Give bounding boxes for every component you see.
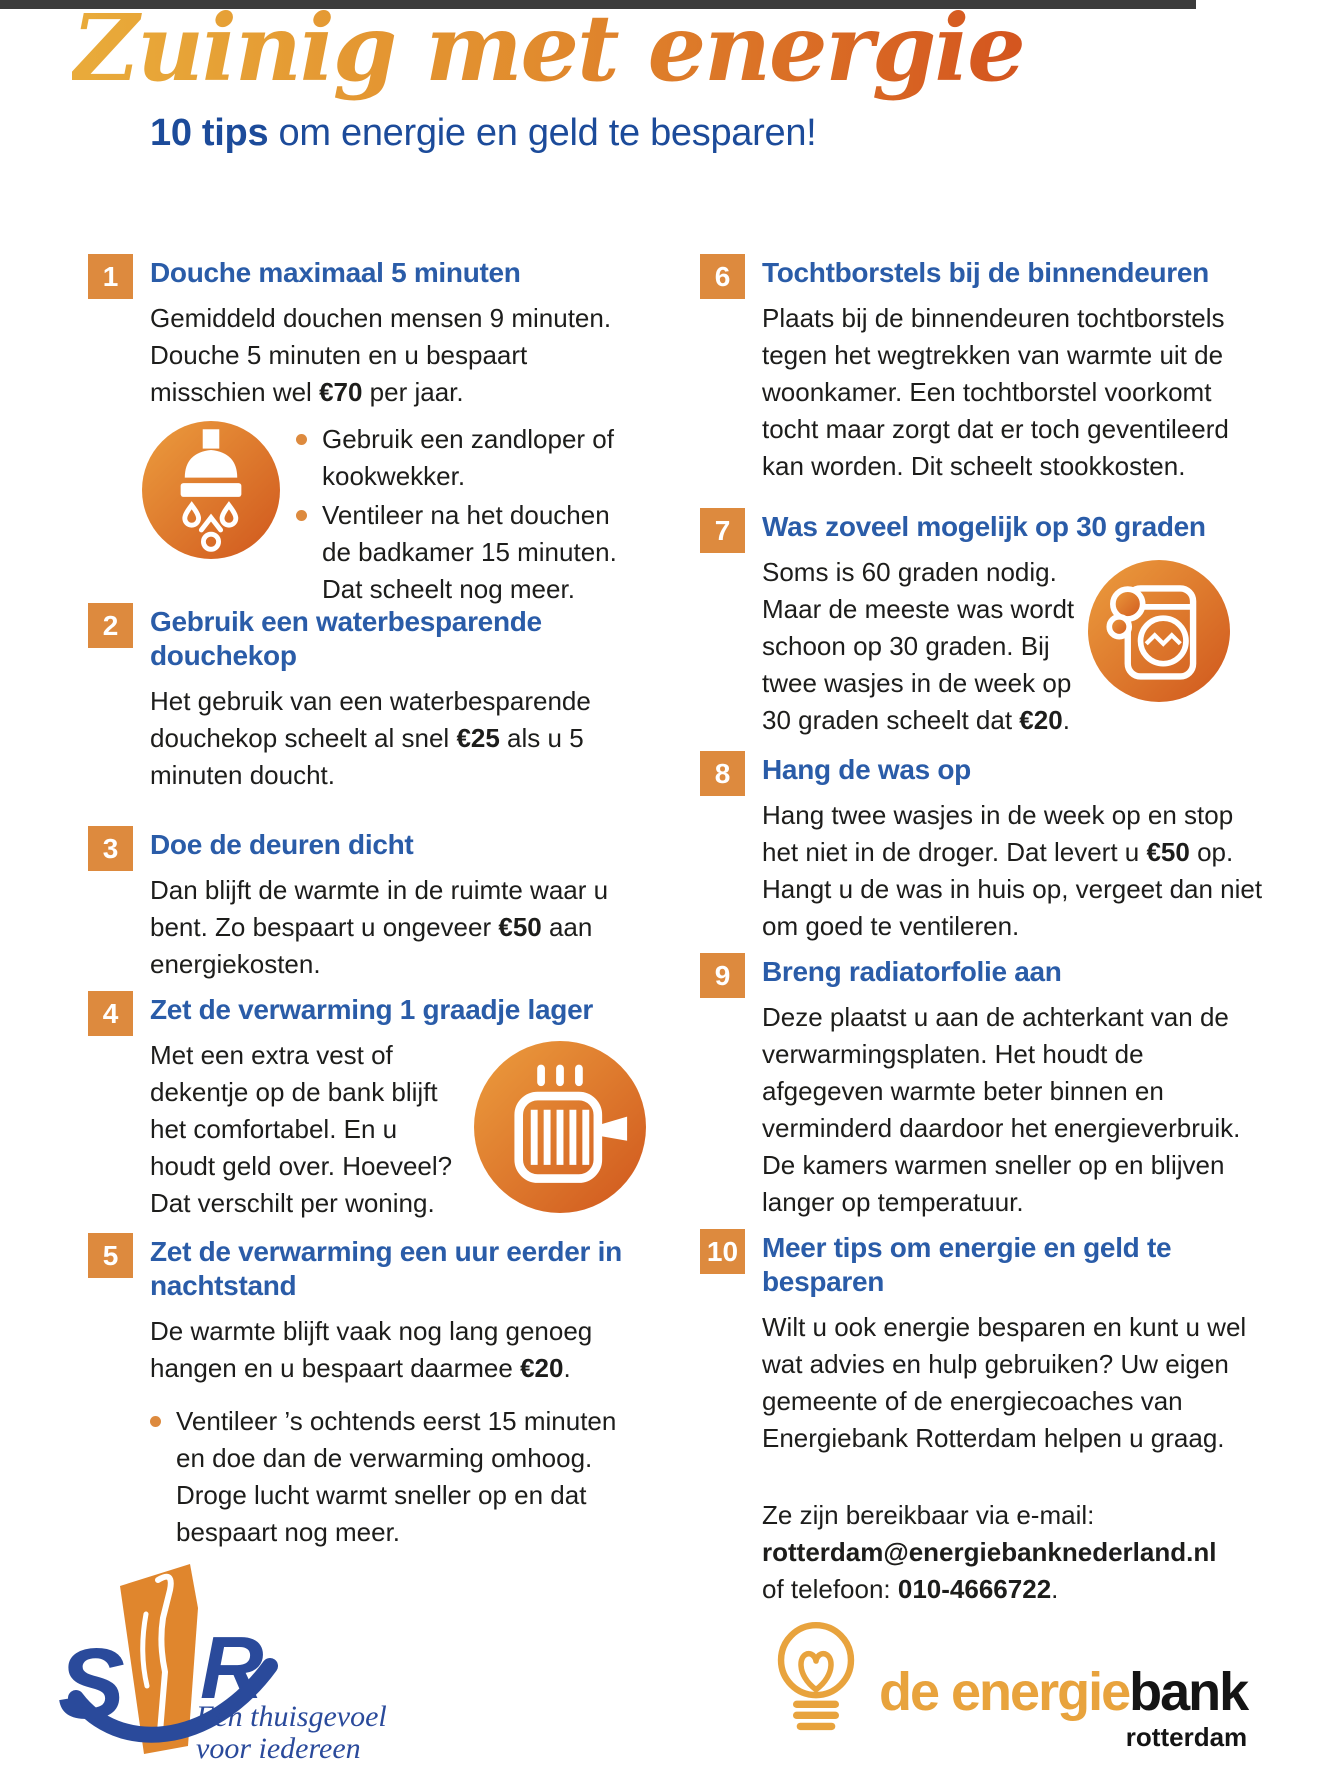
tip-2 bbox=[88, 603, 650, 794]
sor-letter-r: R bbox=[200, 1618, 264, 1717]
tip-2-amount: €25 bbox=[456, 723, 500, 753]
bullet-dot-icon bbox=[296, 510, 307, 521]
tip-2-body bbox=[150, 683, 650, 794]
tip-1-body-text-end: per jaar. bbox=[362, 377, 464, 407]
tip-1-heading: Douche maximaal 5 minuten bbox=[150, 257, 521, 288]
tip-2-body-text-end: als u 5 minuten doucht. bbox=[150, 723, 584, 790]
list-item bbox=[296, 497, 641, 608]
tip-1-amount: €70 bbox=[319, 377, 363, 407]
tip-7-amount: €20 bbox=[1019, 705, 1063, 735]
tip-1 bbox=[88, 254, 650, 608]
tip-10-heading: Meer tips om energie en geld te besparen bbox=[762, 1232, 1172, 1297]
bullet-text: Ventileer na het douchen de badkamer 15 minuten. Dat scheelt nog meer. bbox=[322, 500, 617, 604]
tip-8-body bbox=[762, 797, 1268, 945]
page-subtitle bbox=[150, 112, 816, 155]
contact-line: Ze zijn bereikbaar via e-mail: bbox=[762, 1500, 1095, 1530]
energiebank-subtext: rotterdam bbox=[1125, 1722, 1248, 1752]
tip-4 bbox=[88, 991, 650, 1222]
bullet-dot-icon bbox=[296, 434, 307, 445]
tip-7-body bbox=[762, 554, 1082, 739]
tip-6 bbox=[700, 254, 1268, 485]
sor-tagline-line1: Een thuisgevoel bbox=[196, 1700, 387, 1733]
tip-5-body bbox=[150, 1313, 650, 1387]
bullet-dot-icon bbox=[150, 1416, 161, 1427]
tip-3 bbox=[88, 826, 650, 983]
list-item bbox=[296, 421, 641, 495]
tip-9-heading: Breng radiatorfolie aan bbox=[762, 956, 1062, 987]
tip-1-number-badge: 1 bbox=[88, 254, 133, 299]
energiebank-wordmark bbox=[879, 1664, 1247, 1753]
bullet-text: Ventileer ’s ochtends eerst 15 minuten en doe dan de verwarming omhoog. Droge lucht warmt sneller op en dat bespaart nog meer. bbox=[176, 1406, 617, 1547]
tip-1-body bbox=[150, 300, 650, 411]
tip-1-body-text: Gemiddeld douchen mensen 9 minuten. Douche 5 minuten en u bespaart misschien wel bbox=[150, 303, 612, 407]
tip-5-heading: Zet de verwarming een uur eerder in nachtstand bbox=[150, 1236, 622, 1301]
tip-4-number-badge: 4 bbox=[88, 991, 133, 1036]
tip-2-body-text: Het gebruik van een waterbesparende douchekop scheelt al snel bbox=[150, 686, 591, 753]
tip-2-heading: Gebruik een waterbesparende douchekop bbox=[150, 606, 542, 671]
tip-3-body-text: Dan blijft de warmte in de ruimte waar u bent. Zo bespaart u ongeveer bbox=[150, 875, 609, 942]
tip-5-bullets bbox=[150, 1403, 630, 1551]
tip-9-body bbox=[762, 999, 1268, 1221]
radiator-icon bbox=[474, 1041, 646, 1213]
sor-logo-graphic bbox=[58, 1548, 458, 1763]
tip-10-number-badge: 10 bbox=[700, 1229, 745, 1274]
tip-10 bbox=[700, 1229, 1268, 1608]
tip-10-body bbox=[762, 1309, 1268, 1457]
tip-8-heading: Hang de was op bbox=[762, 754, 971, 785]
sor-tagline-line2: voor iedereen bbox=[196, 1732, 361, 1763]
subtitle-bold: 10 tips bbox=[150, 112, 269, 154]
tip-5 bbox=[88, 1233, 650, 1551]
energiebank-text-black: bank bbox=[1129, 1662, 1248, 1722]
tip-6-number-badge: 6 bbox=[700, 254, 745, 299]
tip-4-body-text: Met een extra vest of dekentje op de bank blijft het comfortabel. En u houdt geld over. Hoeveel? Dat verschilt per woning. bbox=[150, 1040, 453, 1218]
contact-block bbox=[762, 1497, 1268, 1608]
tip-9-number-badge: 9 bbox=[700, 953, 745, 998]
energiebank-logo bbox=[765, 1616, 1247, 1754]
contact-phone-end: . bbox=[1051, 1574, 1059, 1604]
tip-2-number-badge: 2 bbox=[88, 603, 133, 648]
tip-3-amount: €50 bbox=[498, 912, 542, 942]
tip-6-body-text: Plaats bij de binnendeuren tochtborstels tegen het wegtrekken van warmte uit de woonkamer. Een tochtborstel voorkomt tocht maar zorgt dat er toch geventileerd kan worden. Dit scheelt stookkosten. bbox=[762, 303, 1229, 481]
list-item bbox=[150, 1403, 630, 1551]
tip-7 bbox=[700, 508, 1268, 739]
tip-10-body-text: Wilt u ook energie besparen en kunt u wel wat advies en hulp gebruiken? Uw eigen gemeente of de energiecoaches van Energiebank Rotterdam helpen u graag. bbox=[762, 1312, 1247, 1453]
tip-8-amount: €50 bbox=[1146, 837, 1190, 867]
bullet-text: Gebruik een zandloper of kookwekker. bbox=[322, 424, 614, 491]
energiebank-text-orange: de energie bbox=[879, 1662, 1130, 1722]
page-title: Zuinig met energie bbox=[72, 0, 1024, 102]
tip-3-number-badge: 3 bbox=[88, 826, 133, 871]
tip-7-body-text: Soms is 60 graden nodig. Maar de meeste was wordt schoon op 30 graden. Bij twee wasjes in de week op 30 graden scheelt dat bbox=[762, 557, 1075, 735]
tip-8 bbox=[700, 751, 1268, 945]
tip-8-body-text-end: op. Hangt u de was in huis op, vergeet dan niet om goed te ventileren. bbox=[762, 837, 1263, 941]
tip-4-heading: Zet de verwarming 1 graadje lager bbox=[150, 994, 593, 1025]
tip-1-bullets bbox=[296, 421, 641, 608]
tip-3-heading: Doe de deuren dicht bbox=[150, 829, 414, 860]
sor-letter-s: S bbox=[58, 1628, 125, 1740]
subtitle-rest: om energie en geld te besparen! bbox=[268, 112, 817, 154]
contact-email: rotterdam@energiebanknederland.nl bbox=[762, 1537, 1217, 1567]
shower-icon bbox=[142, 421, 280, 559]
washing-machine-icon bbox=[1088, 560, 1230, 702]
contact-phone-label: of telefoon: bbox=[762, 1574, 898, 1604]
lightbulb-heart-icon bbox=[765, 1616, 867, 1754]
tip-9 bbox=[700, 953, 1268, 1221]
tip-6-heading: Tochtborstels bij de binnendeuren bbox=[762, 257, 1209, 288]
tip-5-number-badge: 5 bbox=[88, 1233, 133, 1278]
tip-3-body bbox=[150, 872, 650, 983]
tip-7-number-badge: 7 bbox=[700, 508, 745, 553]
tip-5-amount: €20 bbox=[520, 1353, 564, 1383]
tip-7-heading: Was zoveel mogelijk op 30 graden bbox=[762, 511, 1206, 542]
tip-4-body bbox=[150, 1037, 468, 1222]
tip-5-body-text-end: . bbox=[563, 1353, 571, 1383]
tip-7-body-text-end: . bbox=[1062, 705, 1070, 735]
tip-8-body-text: Hang twee wasjes in de week op en stop het niet in de droger. Dat levert u bbox=[762, 800, 1234, 867]
sor-logo bbox=[58, 1548, 458, 1768]
tip-3-body-text-end: aan energiekosten. bbox=[150, 912, 593, 979]
contact-phone-number: 010-4666722 bbox=[897, 1574, 1052, 1604]
tip-5-body-text: De warmte blijft vaak nog lang genoeg hangen en u bespaart daarmee bbox=[150, 1316, 593, 1383]
tip-9-body-text: Deze plaatst u aan de achterkant van de verwarmingsplaten. Het houdt de afgegeven warmte beter binnen en verminderd daardoor het energieverbruik. De kamers warmen sneller op en blijven langer op temperatuur. bbox=[762, 1002, 1241, 1217]
tip-6-body bbox=[762, 300, 1268, 485]
tip-8-number-badge: 8 bbox=[700, 751, 745, 796]
